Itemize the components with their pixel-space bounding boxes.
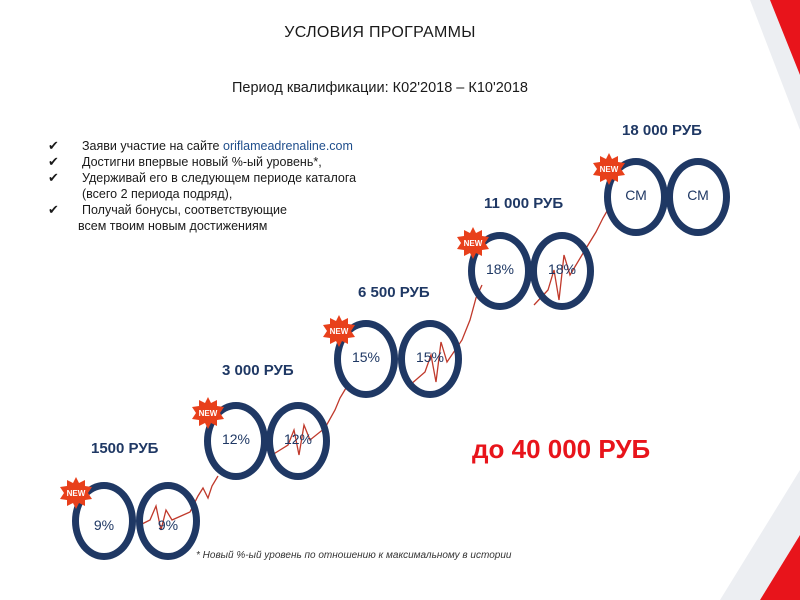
badge-text: NEW bbox=[66, 489, 86, 498]
level-label: 18% bbox=[547, 261, 577, 277]
amount-label: 6 500 РУБ bbox=[358, 284, 430, 301]
badge-text: NEW bbox=[198, 409, 218, 418]
level-label: СМ bbox=[625, 187, 647, 203]
level-label: 18% bbox=[485, 261, 515, 277]
condition-text: всем твоим новым достижениям bbox=[78, 219, 268, 233]
level-ring bbox=[136, 482, 200, 560]
page-title: УСЛОВИЯ ПРОГРАММЫ bbox=[284, 24, 476, 41]
total-bonus: до 40 000 РУБ bbox=[472, 434, 651, 464]
condition-text: Достигни впервые новый %-ый уровень*, bbox=[82, 155, 322, 169]
check-icon: ✔ bbox=[48, 154, 59, 169]
new-badge-icon bbox=[322, 314, 356, 348]
condition-text: Заяви участие на сайте bbox=[82, 139, 223, 153]
amount-label: 18 000 РУБ bbox=[622, 122, 702, 139]
level-label: 12% bbox=[283, 431, 313, 447]
level-label: 9% bbox=[157, 517, 179, 533]
level-label: 9% bbox=[93, 517, 115, 533]
badge-text: NEW bbox=[463, 239, 483, 248]
level-ring bbox=[266, 402, 330, 480]
footnote: * Новый %-ый уровень по отношению к максимальному в истории bbox=[196, 550, 512, 561]
qualification-period: Период квалификации: К02'2018 – К10'2018 bbox=[231, 80, 529, 96]
level-label: 15% bbox=[351, 349, 381, 365]
check-icon: ✔ bbox=[48, 202, 59, 217]
amount-label: 1500 РУБ bbox=[91, 440, 159, 457]
condition-text: Получай бонусы, соответствующие bbox=[82, 203, 287, 217]
site-link[interactable]: oriflameadrenaline.com bbox=[223, 139, 353, 153]
amount-label: 11 000 РУБ bbox=[484, 195, 564, 212]
level-label: СМ bbox=[687, 187, 709, 203]
condition-text: (всего 2 периода подряд), bbox=[82, 187, 233, 201]
condition-text: Удерживай его в следующем периоде каталога bbox=[82, 171, 357, 185]
new-badge-icon bbox=[59, 476, 93, 510]
amount-label: 3 000 РУБ bbox=[222, 362, 294, 379]
new-badge-icon bbox=[456, 226, 490, 260]
badge-text: NEW bbox=[599, 165, 619, 174]
level-label: 15% bbox=[415, 349, 445, 365]
level-ring bbox=[666, 158, 730, 236]
level-ring bbox=[530, 232, 594, 310]
check-icon: ✔ bbox=[48, 170, 59, 185]
check-icon: ✔ bbox=[48, 138, 59, 153]
new-badge-icon bbox=[191, 396, 225, 430]
level-label: 12% bbox=[221, 431, 251, 447]
new-badge-icon bbox=[592, 152, 626, 186]
badge-text: NEW bbox=[329, 327, 349, 336]
level-ring bbox=[398, 320, 462, 398]
